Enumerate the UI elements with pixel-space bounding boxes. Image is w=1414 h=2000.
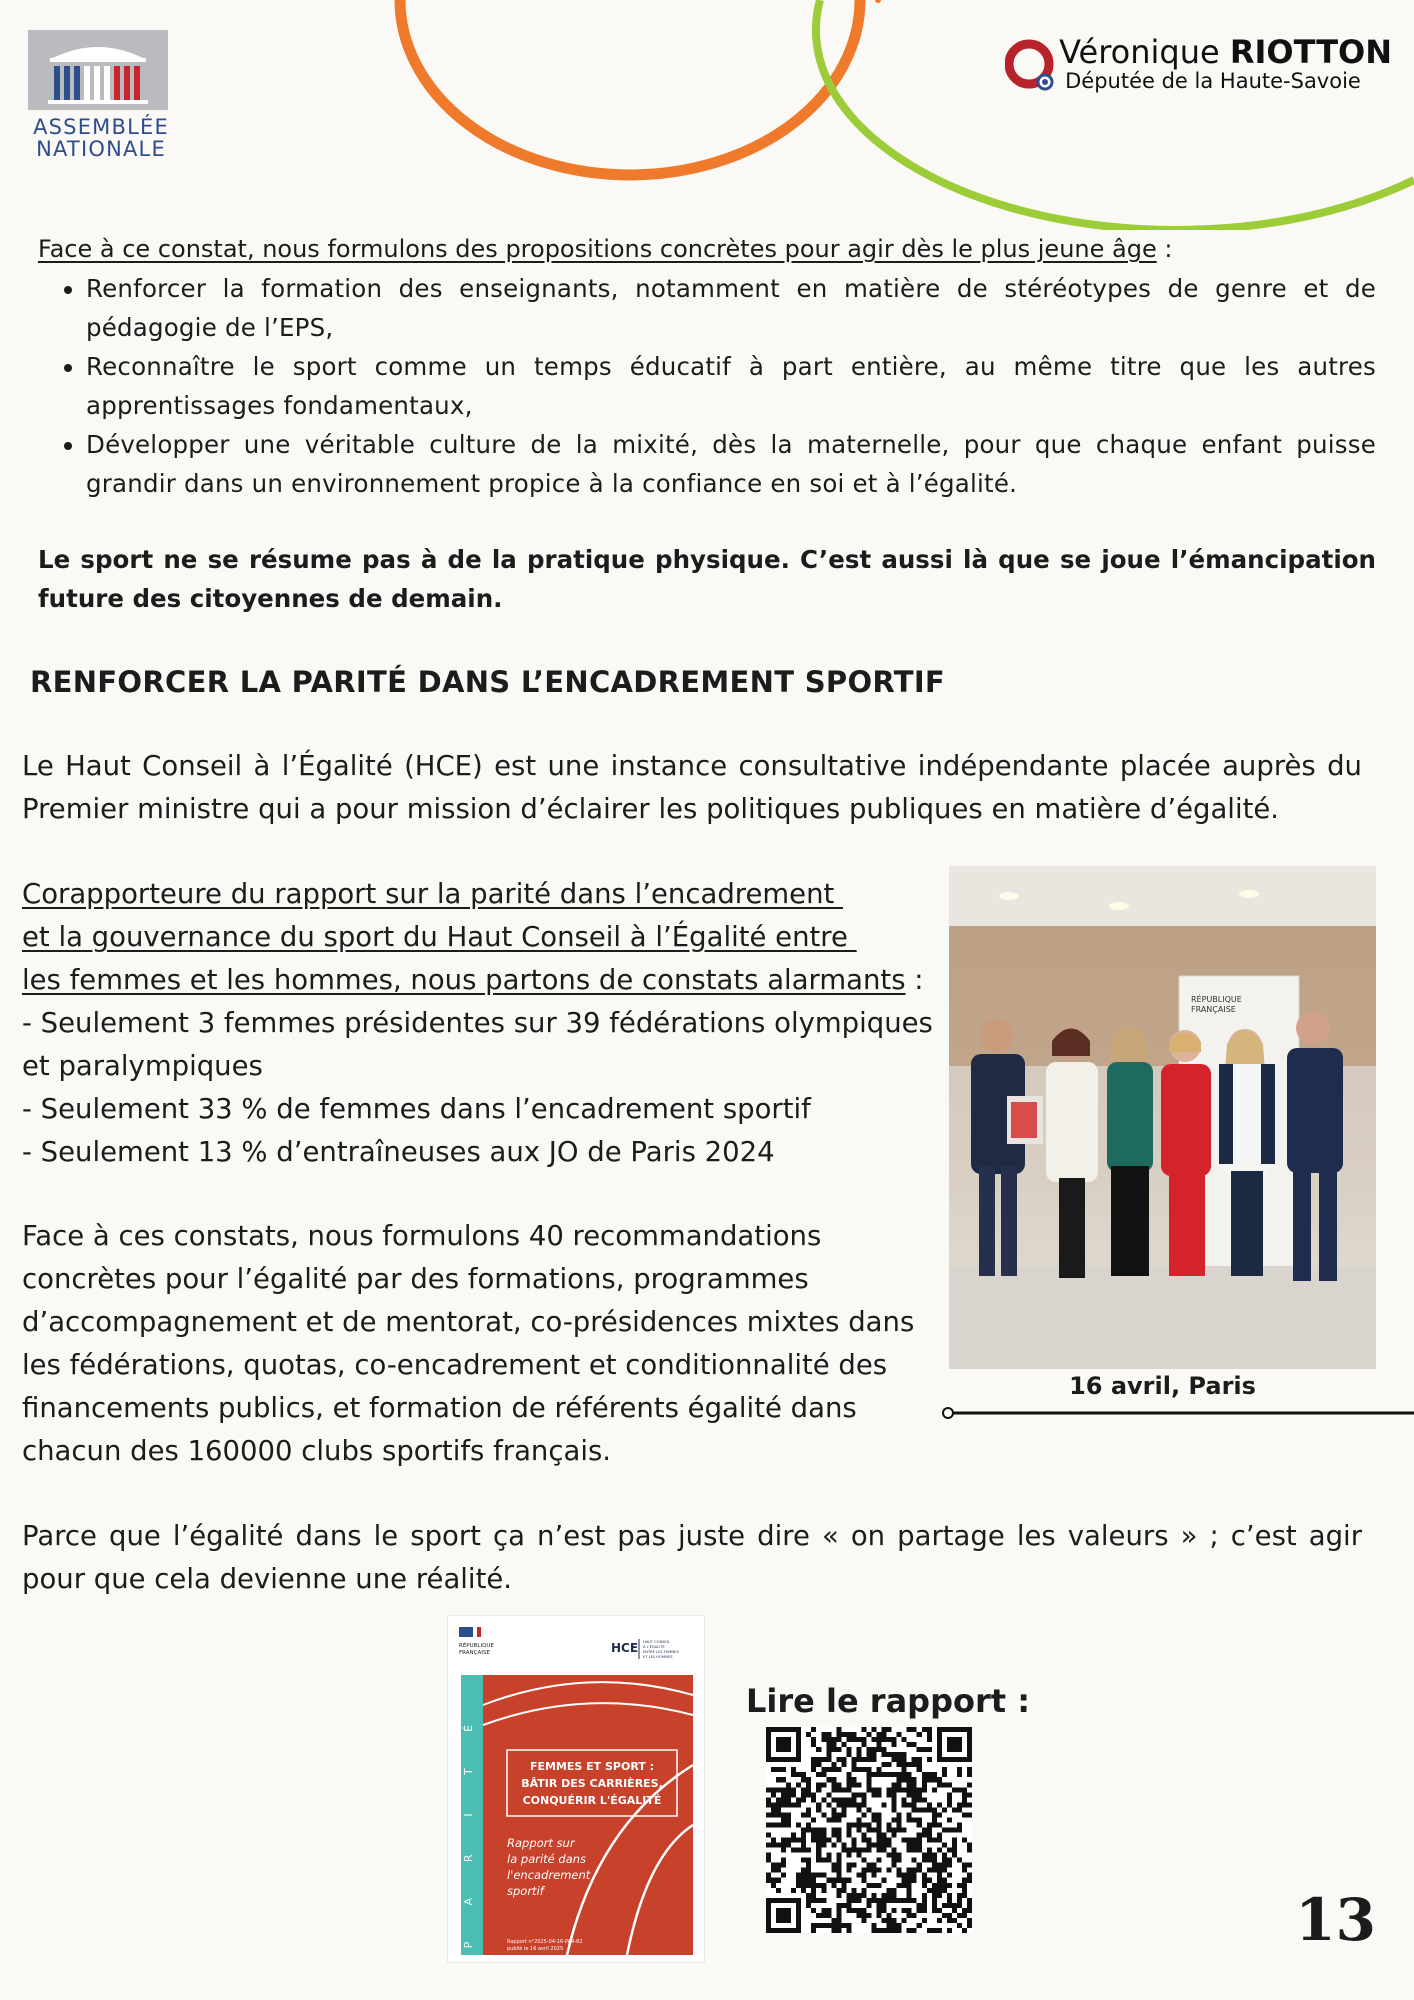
deputy-header (1059, 34, 1392, 92)
cover-vertical-letter: R (462, 1854, 475, 1863)
list-item: • Reconnaître le sport comme un temps éducatif à part entière, au même titre que les autres apprentissages fondamentaux, (86, 347, 1376, 425)
cover-footer-line-2: publié le 16 avril 2025 (507, 1946, 564, 1952)
cover-title-line-1: FEMMES ET SPORT : (529, 1760, 655, 1773)
assemblee-emblem-icon (28, 30, 168, 110)
cover-vertical-letter: T (462, 1768, 475, 1776)
cover-subtitle-line-4: sportif (507, 1884, 544, 1898)
cover-footer-line-1: Rapport n°2025-04-16-PAR-82 (507, 1939, 583, 1945)
cover-title-line-3: CONQUÉRIR L'ÉGALITÉ (522, 1794, 662, 1807)
report-qr-code[interactable] (766, 1727, 972, 1933)
constat-lead-suffix: : (905, 964, 924, 996)
cover-hce-line-1: HAUT CONSEIL (643, 1640, 670, 1644)
assemblee-name-line-2: NATIONALE (36, 137, 166, 161)
cover-vertical-letter: É (462, 1724, 475, 1732)
cover-hce-line-3: ENTRE LES FEMMES (643, 1650, 679, 1654)
deputy-last-name: RIOTTON (1229, 33, 1392, 71)
cover-hce-label: HCE (611, 1641, 639, 1655)
assemblee-name (28, 116, 174, 160)
cover-vertical-letter: P (462, 1941, 475, 1949)
assemblee-name-line-1: ASSEMBLÉE (33, 115, 169, 139)
group-photo (949, 866, 1376, 1369)
page-number: 13 (1295, 1886, 1376, 1954)
deputy-name (1059, 34, 1392, 70)
constat-lead-line-2: et la gouvernance du sport du Haut Conseil à l’Égalité entre (22, 921, 857, 953)
hce-intro-paragraph: Le Haut Conseil à l’Égalité (HCE) est une instance consultative indépendante placée auprès du Premier ministre qui a pour mission d’éclairer les politiques publiques en matière d’égalité. (22, 750, 1362, 825)
cover-subtitle-line-2: la parité dans (507, 1852, 587, 1866)
proposals-lead-suffix: : (1156, 235, 1173, 263)
deputy-logo-icon (1005, 38, 1059, 92)
proposals-lead (38, 230, 1376, 269)
proposals-list (38, 269, 1376, 503)
constat-lead-line-3 (22, 959, 942, 1002)
photo-banner-line-1: RÉPUBLIQUE (1191, 995, 1242, 1004)
cover-hce-line-4: ET LES HOMMES (643, 1655, 673, 1659)
report-cover[interactable] (447, 1615, 705, 1963)
cover-republic-line-1: RÉPUBLIQUE (459, 1643, 494, 1649)
constat-lead-line-3-text: les femmes et les hommes, nous partons de constats alarmants (22, 964, 906, 996)
constat-lead-line-1: Corapporteure du rapport sur la parité dans l’encadrement (22, 878, 844, 910)
list-item: • Développer une véritable culture de la mixité, dès la maternelle, pour que chaque enfant puisse grandir dans un environnement propice à la confiance en soi et à l’égalité. (86, 425, 1376, 503)
recommendations-paragraph: Face à ces constats, nous formulons 40 recommandations concrètes pour l’égalité par des formations, programmes d’accompagnement et de mentorat, co-présidences mixtes dans les fédérations, quotas, co-encadrement et conditionnalité des financements publics, et formation de référents égalité dans chacun des 160000 clubs sportifs français. (22, 1220, 915, 1467)
constat-block (22, 873, 942, 1174)
bold-statement: Le sport ne se résume pas à de la pratique physique. C’est aussi là que se joue l’émancipation future des citoyennes de demain. (38, 545, 1376, 613)
conclusion-paragraph: Parce que l’égalité dans le sport ça n’est pas juste dire « on partage les valeurs » ; c’est agir pour que cela devienne une réalité. (22, 1520, 1362, 1595)
cover-republic-line-2: FRANÇAISE (459, 1650, 490, 1656)
caption-divider (940, 1406, 1414, 1420)
cover-vertical-letter: I (462, 1813, 475, 1817)
cover-title-line-2: BÂTIR DES CARRIÈRES, (521, 1777, 663, 1790)
constat-item: - Seulement 3 femmes présidentes sur 39 fédérations olympiques et paralympiques (22, 1007, 933, 1082)
deputy-role: Députée de la Haute-Savoie (1065, 69, 1361, 93)
cover-subtitle-line-3: l'encadrement (507, 1868, 591, 1882)
photo-caption: 16 avril, Paris (1069, 1372, 1256, 1400)
proposals-lead-underlined: Face à ce constat, nous formulons des propositions concrètes pour agir dès le plus jeune âge (38, 235, 1157, 263)
deputy-first-name: Véronique (1059, 33, 1220, 71)
section-title: RENFORCER LA PARITÉ DANS L’ENCADREMENT SPORTIF (30, 665, 946, 699)
constat-item: - Seulement 33 % de femmes dans l’encadrement sportif (22, 1093, 811, 1125)
list-item: • Renforcer la formation des enseignants, notamment en matière de stéréotypes de genre et de pédagogie de l’EPS, (86, 269, 1376, 347)
read-report-label: Lire le rapport : (746, 1682, 1030, 1720)
cover-hce-line-2: À L'ÉGALITÉ (643, 1645, 665, 1649)
proposals-block (38, 230, 1376, 503)
constat-item: - Seulement 13 % d’entraîneuses aux JO de Paris 2024 (22, 1136, 775, 1168)
assemblee-nationale-logo (28, 30, 174, 160)
photo-banner-line-2: FRANÇAISE (1191, 1005, 1236, 1014)
cover-subtitle-line-1: Rapport sur (507, 1836, 575, 1850)
cover-vertical-letter: A (462, 1897, 475, 1906)
